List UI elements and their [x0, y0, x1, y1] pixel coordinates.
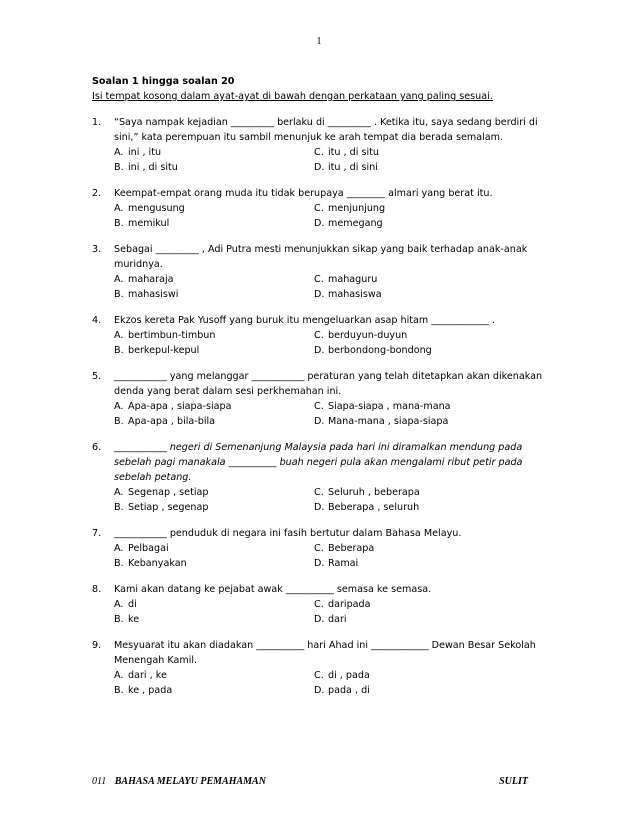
option-letter: A. — [114, 670, 124, 681]
option-letter: D. — [314, 685, 325, 696]
option-letter: D. — [314, 416, 325, 427]
answer-options — [114, 328, 552, 358]
option-text: memikul — [128, 218, 170, 229]
option-text: di — [128, 599, 137, 610]
answer-option — [314, 216, 574, 231]
option-letter: D. — [314, 345, 325, 356]
answer-option — [114, 414, 314, 429]
option-text: di , pada — [328, 670, 370, 681]
option-letter: A. — [114, 274, 124, 285]
option-text: ini , di situ — [128, 162, 178, 173]
option-text: mahasiswi — [128, 289, 179, 300]
option-letter: D. — [314, 218, 325, 229]
answer-option — [314, 328, 574, 343]
option-letter: A. — [114, 330, 124, 341]
option-text: dari — [328, 614, 347, 625]
option-text: Apa-apa , siapa-siapa — [128, 401, 232, 412]
question-item — [92, 186, 552, 231]
answer-options — [114, 201, 552, 231]
option-text: Segenap , setiap — [128, 487, 209, 498]
answer-option — [314, 145, 574, 160]
question-item — [92, 440, 552, 515]
option-letter: B. — [114, 218, 124, 229]
question-list — [92, 115, 552, 698]
answer-option — [114, 201, 314, 216]
option-letter: A. — [114, 487, 124, 498]
question-text: Kami akan datang ke pejabat awak __________ semasa ke semasa. — [114, 584, 432, 595]
option-letter: C. — [314, 330, 324, 341]
paper-subject: BAHASA MELAYU PEMAHAMAN — [114, 776, 266, 787]
option-letter: C. — [314, 599, 324, 610]
option-text: dari , ke — [128, 670, 167, 681]
answer-options — [114, 668, 552, 698]
question-item — [92, 369, 552, 429]
question-item — [92, 313, 552, 358]
option-letter: A. — [114, 147, 124, 158]
answer-option — [114, 541, 314, 556]
option-text: Beberapa — [328, 543, 375, 554]
answer-option — [314, 683, 574, 698]
option-text: mengusung — [128, 203, 185, 214]
option-letter: A. — [114, 543, 124, 554]
answer-option — [114, 287, 314, 302]
question-number: 7. — [92, 528, 102, 539]
answer-option — [314, 556, 574, 571]
option-text: berduyun-duyun — [328, 330, 408, 341]
option-text: Mana-mana , siapa-siapa — [328, 416, 449, 427]
option-letter: C. — [314, 487, 324, 498]
answer-option — [314, 399, 574, 414]
question-text: Mesyuarat itu akan diadakan __________ hari Ahad ini ____________ Dewan Besar Sekolah Menengah Kamil. — [114, 640, 536, 666]
option-letter: D. — [314, 502, 325, 513]
question-item — [92, 582, 552, 627]
option-text: itu , di situ — [328, 147, 379, 158]
option-text: Kebanyakan — [128, 558, 187, 569]
question-number: 6. — [92, 442, 102, 453]
option-text: daripada — [328, 599, 371, 610]
option-letter: B. — [114, 558, 124, 569]
answer-option — [314, 612, 574, 627]
option-text: berkepul-kepul — [128, 345, 200, 356]
option-text: memegang — [328, 218, 383, 229]
option-text: ke , pada — [128, 685, 173, 696]
option-letter: D. — [314, 558, 325, 569]
answer-option — [114, 668, 314, 683]
question-item — [92, 115, 552, 175]
question-text: ___________ yang melanggar ___________ peraturan yang telah ditetapkan akan dikenakan denda yang berat dalam sesi perkhemahan ini. — [114, 371, 543, 397]
option-text: menjunjung — [328, 203, 386, 214]
question-text: ___________ penduduk di negara ini fasih bertutur dalam Bahasa Melayu. — [114, 528, 462, 539]
answer-option — [114, 145, 314, 160]
option-letter: A. — [114, 203, 124, 214]
answer-option — [114, 683, 314, 698]
option-letter: B. — [114, 162, 124, 173]
answer-option — [314, 414, 574, 429]
option-text: maharaja — [128, 274, 174, 285]
answer-options — [114, 399, 552, 429]
answer-option — [114, 399, 314, 414]
answer-option — [314, 541, 574, 556]
option-text: Setiap , segenap — [128, 502, 209, 513]
answer-option — [114, 272, 314, 287]
option-text: Seluruh , beberapa — [328, 487, 420, 498]
option-text: mahasiswa — [328, 289, 382, 300]
section-heading: Soalan 1 hingga soalan 20 — [92, 76, 235, 87]
option-letter: C. — [314, 670, 324, 681]
option-text: Beberapa , seluruh — [328, 502, 420, 513]
answer-option — [114, 328, 314, 343]
question-text: Ekzos kereta Pak Yusoff yang buruk itu mengeluarkan asap hitam ____________ . — [114, 315, 495, 326]
answer-option — [314, 485, 574, 500]
option-letter: C. — [314, 274, 324, 285]
answer-option — [314, 343, 574, 358]
answer-options — [114, 145, 552, 175]
classification-label: SULIT — [499, 776, 528, 787]
option-text: Apa-apa , bila-bila — [128, 416, 216, 427]
option-text: berbondong-bondong — [328, 345, 432, 356]
option-letter: D. — [314, 289, 325, 300]
page-number: 1 — [316, 36, 322, 47]
question-item — [92, 242, 552, 302]
option-letter: C. — [314, 147, 324, 158]
answer-option — [114, 160, 314, 175]
option-letter: D. — [314, 614, 325, 625]
question-section — [92, 74, 552, 709]
question-number: 5. — [92, 371, 102, 382]
paper-code: 011 — [92, 776, 107, 787]
answer-option — [114, 485, 314, 500]
option-letter: B. — [114, 502, 124, 513]
option-text: pada , di — [328, 685, 370, 696]
option-letter: A. — [114, 401, 124, 412]
option-text: Siapa-siapa , mana-mana — [328, 401, 451, 412]
page-footer — [92, 776, 528, 787]
section-instruction: Isi tempat kosong dalam ayat-ayat di bawah dengan perkataan yang paling sesuai. — [92, 91, 493, 102]
question-number: 3. — [92, 244, 102, 255]
answer-option — [314, 272, 574, 287]
answer-option — [114, 500, 314, 515]
answer-option — [314, 500, 574, 515]
answer-option — [114, 612, 314, 627]
option-letter: B. — [114, 685, 124, 696]
question-text: Sebagai _________ , Adi Putra mesti menunjukkan sikap yang baik terhadap anak-anak muridnya. — [114, 244, 528, 270]
question-number: 1. — [92, 117, 102, 128]
option-text: itu , di sini — [328, 162, 378, 173]
option-letter: C. — [314, 203, 324, 214]
answer-option — [314, 668, 574, 683]
question-text: Keempat-empat orang muda itu tidak berupaya ________ almari yang berat itu. — [114, 188, 493, 199]
option-letter: B. — [114, 614, 124, 625]
answer-option — [314, 201, 574, 216]
option-letter: B. — [114, 416, 124, 427]
question-number: 9. — [92, 640, 102, 651]
question-item — [92, 526, 552, 571]
answer-option — [314, 287, 574, 302]
answer-option — [314, 597, 574, 612]
question-item — [92, 638, 552, 698]
answer-options — [114, 272, 552, 302]
answer-option — [114, 556, 314, 571]
answer-option — [114, 597, 314, 612]
option-letter: B. — [114, 345, 124, 356]
question-number: 2. — [92, 188, 102, 199]
question-text: “Saya nampak kejadian _________ berlaku di _________ . Ketika itu, saya sedang berdiri di sini,” kata perempuan itu sambil menunjuk ke arah tempat dia berada semalam. — [114, 117, 538, 143]
answer-option — [114, 216, 314, 231]
option-letter: C. — [314, 401, 324, 412]
option-letter: A. — [114, 599, 124, 610]
answer-options — [114, 597, 552, 627]
question-number: 4. — [92, 315, 102, 326]
option-text: mahaguru — [328, 274, 378, 285]
answer-options — [114, 541, 552, 571]
option-text: Ramai — [328, 558, 359, 569]
question-number: 8. — [92, 584, 102, 595]
option-letter: B. — [114, 289, 124, 300]
option-text: Pelbagai — [128, 543, 169, 554]
answer-options — [114, 485, 552, 515]
answer-option — [314, 160, 574, 175]
option-text: bertimbun-timbun — [128, 330, 216, 341]
answer-option — [114, 343, 314, 358]
option-letter: C. — [314, 543, 324, 554]
question-text: ___________ negeri di Semenanjung Malaysia pada hari ini diramalkan mendung pada sebelah pagi manakala __________ buah negeri pula akan mengalami ribut petir pada sebelah petang. — [114, 442, 523, 483]
option-text: ke — [128, 614, 140, 625]
option-letter: D. — [314, 162, 325, 173]
option-text: ini , itu — [128, 147, 162, 158]
